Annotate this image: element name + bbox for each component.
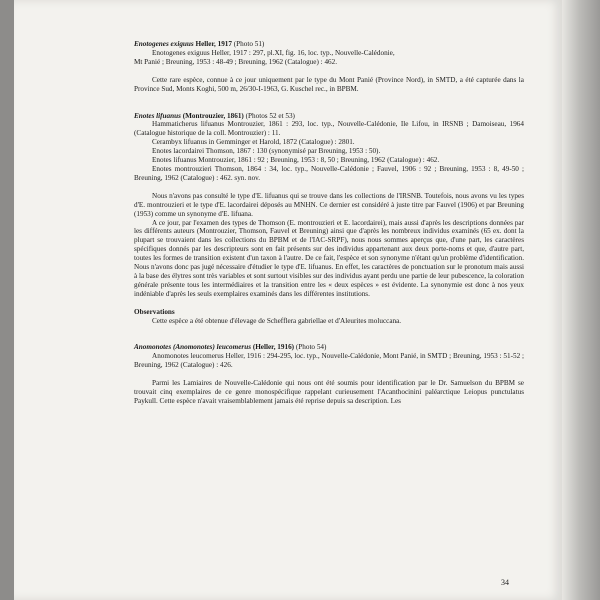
synonymy-entry: Enotes montrouzieri Thomson, 1864 : 34, loc. typ., Nouvelle-Calédonie ; Fauvel, 1906 : 92 ; Breuning, 1953 : 8, 49-50 ; Breuning, 1962 (Catalogue) : 462. syn. nov.	[134, 164, 524, 182]
species-name: Anomonotes (Anomonotes) leucomerus	[134, 343, 252, 352]
synonymy-entry: Mt Panié ; Breuning, 1953 : 48-49 ; Breuning, 1962 (Catalogue) : 462.	[134, 57, 338, 66]
book-page	[14, 0, 562, 600]
paragraph: Parmi les Lamiaires de Nouvelle-Calédonie qui nous ont été soumis pour identification par le Dr. Samuelson du BPBM se trouvait cinq exemplaires de ce genre monospécifique rappelant curieusement l'Acanthocinini paléarctique Leiopus punctulatus Paykull. Cette espèce n'avait vraisemblablement jamais été reprise depuis sa description. Les	[134, 379, 524, 405]
synonymy-entry: Hammaticherus lifuanus Montrouzier, 1861 : 293, loc. typ., Nouvelle-Calédonie, Ile Lifou, in IRSNB ; Damoiseau, 1964 (Catalogue historique de la coll. Montrouzier) : 11.	[134, 120, 524, 138]
synonymy-entry: Enotogenes exiguus Heller, 1917 : 297, pl.XI, fig. 16, loc. typ., Nouvelle-Calédonie,	[152, 48, 395, 57]
observations-heading: Observations	[134, 307, 175, 316]
species-author: (Heller, 1916)	[251, 343, 295, 352]
synonymy-entry: Enotes lacordairei Thomson, 1867 : 130 (synonymisé par Breuning, 1953 : 50).	[152, 147, 381, 156]
page-number: 34	[501, 578, 509, 587]
synonymy-entry: Enotes lifuanus Montrouzier, 1861 : 92 ; Breuning, 1953 : 8, 50 ; Breuning, 1962 (Catalogue) : 462.	[152, 156, 440, 165]
species-name: Enotogenes exiguus	[134, 40, 194, 48]
photo-ref: (Photo 51)	[231, 40, 265, 48]
paragraph: Nous n'avons pas consulté le type d'E. lifuanus qui se trouve dans les collections de l'IRSNB. Toutefois, nous avons vu les types d'E. montrouzieri et le type d'E. lacordairei déposés au MNHN. Ce dernier est considéré à juste titre par Fauvel (1906) et par Breuning (1953) comme un synonyme d'E. lifuana.	[134, 191, 524, 218]
species-author: (Montrouzier, 1861)	[180, 111, 244, 120]
species-name: Enotes lifuanus	[134, 111, 181, 120]
species-heading	[134, 112, 524, 121]
page-body	[134, 40, 524, 406]
species-heading	[134, 343, 524, 352]
synonymy-entry: Anomonotes leucomerus Heller, 1916 : 294-295, loc. typ., Nouvelle-Calédonie, Mont Panié, in SMTD ; Breuning, 1953 : 51-52 ; Breuning, 1962 (Catalogue) : 426.	[134, 352, 524, 370]
synonymy-entry: Cerambyx lifuanus in Gemminger et Harold, 1872 (Catalogue) : 2801.	[152, 138, 355, 147]
photo-ref: (Photos 52 et 53)	[243, 111, 295, 120]
paragraph: A ce jour, par l'examen des types de Thomson (E. montrouzieri et E. lacordairei), mais aussi d'après les descriptions données par les différents auteurs (Montrouzier, Thomson, Fauvel et Breuning) ainsi que d'après les nombreux individus examinés (65 ex. dont la plupart se trouvaient dans les collections du BPBM et de l'IAC-SRPF), nous nous sommes aperçus que, d'une part, les caractères spécifiques donnés par les descripteurs sont en fait présents sur des individus appartenant aux deux porte-noms et que, d'autre part, toutes les formes de transition existent d'un taxon à l'autre. De ce fait, l'espèce et son synonyme n'étant qu'un problème d'identification. Nous n'avons donc pas jugé nécessaire d'étudier le type d'E. lifuanus. En effet, les caractères de ponctuation sur le pronotum mais aussi à la base des élytres sont très variables et sont surtout visibles sur des individus ayant perdu une partie de leur pubescence, la coloration générale présente tous les intermédiaires et la transition entre les « deux espèces » est évidente. La synonymie est donc à nos yeux indéniable d'après les seuls exemplaires examinés dans les différentes institutions.	[134, 218, 524, 298]
species-heading	[134, 40, 524, 49]
species-author: Heller, 1917	[193, 40, 232, 48]
observations-text: Cette espèce a été obtenue d'élevage de Schefflera gabriellae et d'Aleurites moluccana.	[152, 316, 402, 325]
paragraph: Cette rare espèce, connue à ce jour uniquement par le type du Mont Panié (Province Nord), in SMTD, a été capturée dans la Province Sud, Monts Koghi, 500 m, 26/30-I-1963, G. Kuschel rec., in BPBM.	[134, 75, 524, 93]
book-edge	[562, 0, 600, 600]
photo-ref: (Photo 54)	[294, 343, 327, 352]
